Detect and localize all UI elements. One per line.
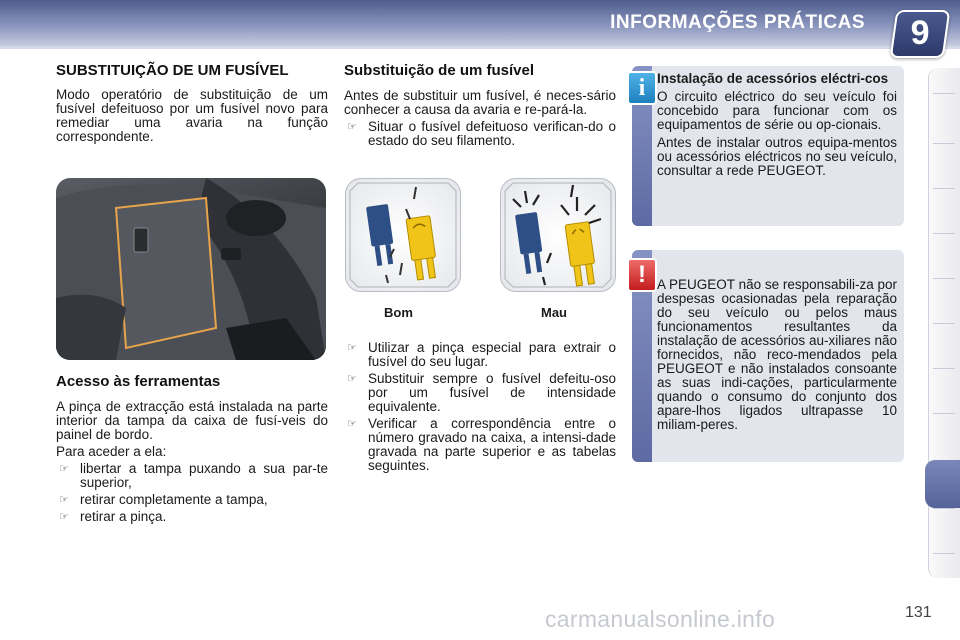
- watermark: carmanualsonline.info: [545, 606, 776, 632]
- list-item-text: retirar completamente a tampa,: [80, 492, 268, 507]
- section-title: SUBSTITUIÇÃO DE UM FUSÍVEL: [56, 62, 289, 79]
- tools-heading: Acesso às ferramentas: [56, 373, 221, 390]
- chapter-badge[interactable]: [890, 10, 951, 58]
- bad-fuse-label: Mau: [541, 305, 567, 320]
- tab-divider: [933, 413, 955, 414]
- info-icon: i: [627, 71, 657, 105]
- chapter-number: 9: [910, 14, 930, 52]
- tab-divider: [933, 93, 955, 94]
- info-panel-title: Instalação de acessórios eléctri-cos: [657, 71, 889, 86]
- list-item: [344, 120, 616, 148]
- intro-paragraph: Modo operatório de substituição de um fusível defeituoso por um fusível novo para remediar uma avaria na função correspondente.: [56, 87, 328, 144]
- tab-divider: [933, 188, 955, 189]
- tab-divider: [933, 553, 955, 554]
- bad-fuse-graphic: [501, 179, 615, 291]
- replacement-steps-list: [344, 341, 616, 473]
- pointing-hand-icon: ☞: [59, 494, 69, 506]
- list-item-text: retirar a pinça.: [80, 509, 167, 524]
- replacement-intro: Antes de substituir um fusível, é neces-sário conhecer a causa da avaria e re-pará-la.: [344, 88, 616, 117]
- tab-divider: [933, 278, 955, 279]
- bad-fuse-illustration: [500, 178, 616, 292]
- list-item: [56, 493, 328, 507]
- header-divider: [0, 46, 960, 49]
- list-item: [56, 462, 328, 490]
- list-item: [344, 372, 616, 414]
- chapter-title: INFORMAÇÕES PRÁTICAS: [610, 12, 865, 33]
- list-item-text: Situar o fusível defeituoso verifican-do o estado do seu filamento.: [368, 119, 616, 148]
- pointing-hand-icon: ☞: [347, 373, 357, 385]
- access-intro: Para aceder a ela:: [56, 444, 167, 459]
- warning-icon: !: [627, 258, 657, 292]
- warning-panel: [632, 250, 904, 462]
- list-item-text: libertar a tampa puxando a sua par-te superior,: [80, 461, 328, 490]
- pointing-hand-icon: ☞: [347, 342, 357, 354]
- tab-divider: [933, 368, 955, 369]
- tab-divider: [933, 323, 955, 324]
- good-fuse-illustration: [345, 178, 461, 292]
- access-steps-list: [56, 462, 328, 524]
- tab-divider: [933, 233, 955, 234]
- warning-paragraph: A PEUGEOT não se responsabili-za por despesas ocasionadas pela reparação do seu veículo ou pelos maus funcionamentos resultantes da instalação de acessórios au-xiliares não fornecidos, não reco-mendados pela PEUGEOT e não instalados consoante as suas indi-cações, particularmente quando o consumo do conjunto dos apare-lhos ligados ultrapasse 10 miliam-peres.: [657, 277, 897, 432]
- replacement-heading: Substituição de um fusível: [344, 62, 535, 79]
- pointing-hand-icon: ☞: [347, 121, 357, 133]
- good-fuse-graphic: [346, 179, 460, 291]
- check-step-list: [344, 120, 616, 148]
- replacement-steps: [344, 338, 616, 473]
- info-panel: [632, 66, 904, 226]
- dashboard-illustration: [56, 178, 326, 360]
- info-paragraph: Antes de instalar outros equipa-mentos ou acessórios eléctricos no seu veículo, consultar a rede PEUGEOT.: [657, 135, 897, 178]
- tab-divider: [933, 508, 955, 509]
- good-fuse-label: Bom: [384, 305, 413, 320]
- list-item: [56, 510, 328, 524]
- pointing-hand-icon: ☞: [59, 463, 69, 475]
- pointing-hand-icon: ☞: [347, 418, 357, 430]
- tab-divider: [933, 143, 955, 144]
- active-chapter-tab[interactable]: [925, 460, 960, 508]
- info-panel-body: [657, 72, 897, 178]
- page-number: 131: [905, 604, 932, 621]
- list-item: [344, 341, 616, 369]
- dashboard-photo: [56, 178, 326, 360]
- list-item: [344, 417, 616, 473]
- list-item-text: Utilizar a pinça especial para extrair o fusível do seu lugar.: [368, 340, 616, 369]
- list-item-text: Substituir sempre o fusível defeitu-oso por um fusível de intensidade equivalente.: [368, 371, 616, 414]
- warning-panel-body: [657, 278, 897, 432]
- pointing-hand-icon: ☞: [59, 511, 69, 523]
- list-item-text: Verificar a correspondência entre o número gravado na caixa, a intensi-dade gravada na parte superior e as tabelas seguintes.: [368, 416, 616, 473]
- info-paragraph: O circuito eléctrico do seu veículo foi concebido para funcionar com os equipamentos de série ou op-cionais.: [657, 89, 897, 132]
- left-column: [56, 64, 328, 144]
- tools-paragraph: A pinça de extracção está instalada na parte interior da tampa da caixa de fusí-veis do painel de bordo.: [56, 399, 328, 442]
- middle-column: [344, 64, 616, 148]
- tools-section: [56, 375, 328, 524]
